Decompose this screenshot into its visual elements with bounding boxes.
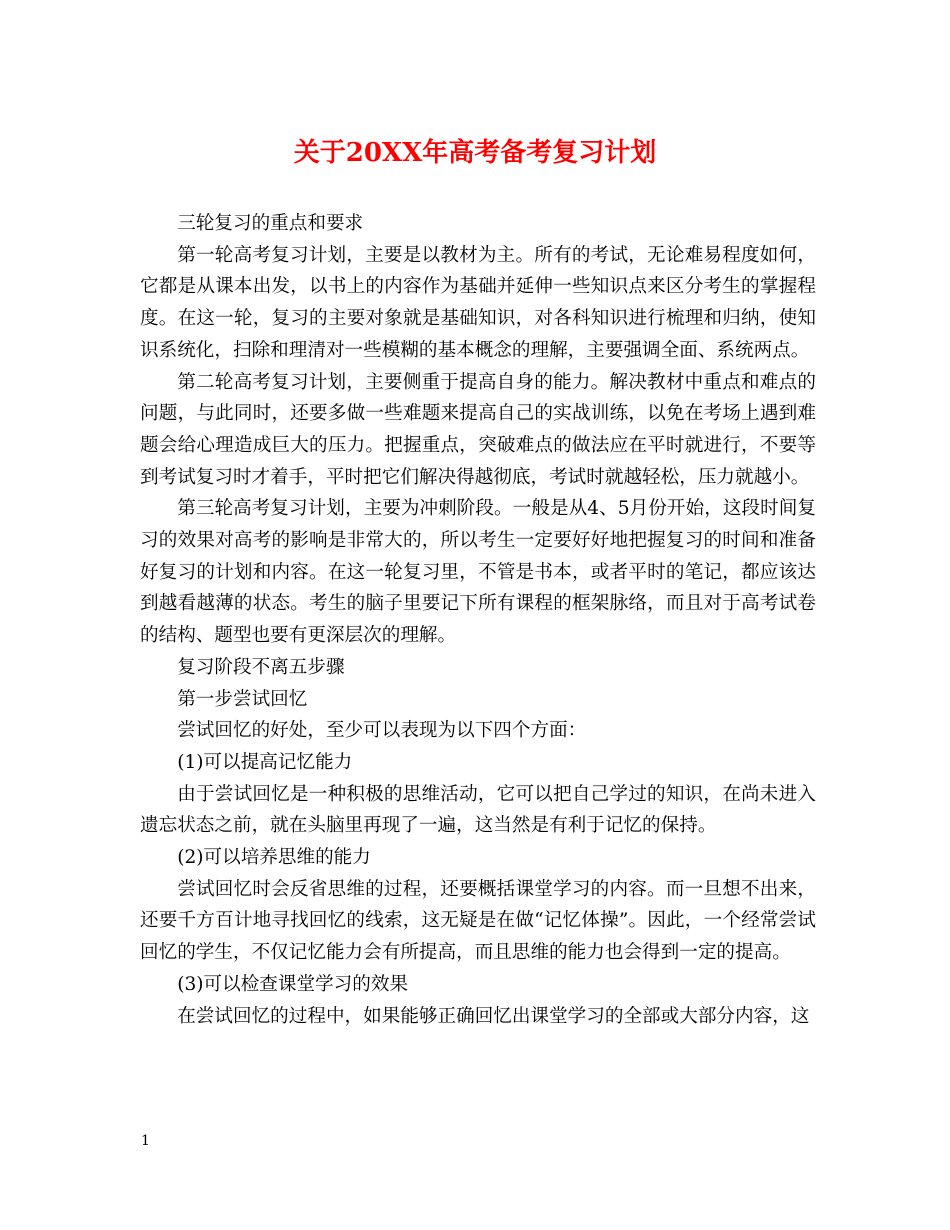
- document-title: 关于20XX年高考备考复习计划: [293, 138, 657, 168]
- list-heading: (1)可以提高记忆能力: [177, 751, 353, 773]
- paragraph: 在尝试回忆的过程中，如果能够正确回忆出课堂学习的全部或大部分内容，这: [177, 1005, 810, 1027]
- paragraph: 由于尝试回忆是一种积极的思维活动，它可以把自己学过的知识，在尚未进入遗忘状态之前，就在头脑里再现了一遍，这当然是有利于记忆的保持。: [140, 783, 816, 837]
- document-body: [140, 208, 816, 1032]
- section-heading: 三轮复习的重点和要求: [177, 213, 364, 234]
- paragraph: 第一轮高考复习计划，主要是以教材为主。所有的考试，无论难易程度如何，它都是从课本出发，以书上的内容作为基础并延伸一些知识点来区分考生的掌握程度。在这一轮，复习的主要对象就是基础知识，对各科知识进行梳理和归纳，使知识系统化，扫除和理清对一些模糊的基本概念的理解，主要强调全面、系统两点。: [140, 244, 816, 361]
- paragraph: 尝试回忆时会反省思维的过程，还要概括课堂学习的内容。而一旦想不出来，还要千方百计地寻找回忆的线索，这无疑是在做“记忆体操”。因此，一个经常尝试回忆的学生，不仅记忆能力会有所提高，而且思维的能力也会得到一定的提高。: [140, 878, 816, 964]
- paragraph: 第三轮高考复习计划，主要为冲刺阶段。一般是从4、5月份开始，这段时间复习的效果对高考的影响是非常大的，所以考生一定要好好地把握复习的时间和准备好复习的计划和内容。在这一轮复习里，不管是书本，或者平时的笔记，都应该达到越看越薄的状态。考生的脑子里要记下所有课程的框架脉络，而且对于高考试卷的结构、题型也要有更深层次的理解。: [140, 498, 816, 647]
- paragraph: 尝试回忆的好处，至少可以表现为以下四个方面：: [177, 720, 587, 742]
- section-heading: 第一步尝试回忆: [177, 688, 308, 710]
- list-heading: (3)可以检查课堂学习的效果: [177, 973, 409, 995]
- paragraph: 第二轮高考复习计划，主要侧重于提高自身的能力。解决教材中重点和难点的问题，与此同时，还要多做一些难题来提高自己的实战训练，以免在考场上遇到难题会给心理造成巨大的压力。把握重点，突破难点的做法应在平时就进行，不要等到考试复习时才着手，平时把它们解决得越彻底，考试时就越轻松，压力就越小。: [140, 371, 816, 488]
- section-heading: 复习阶段不离五步骤: [177, 656, 345, 678]
- page-number: 1: [141, 1133, 150, 1149]
- list-heading: (2)可以培养思维的能力: [177, 847, 371, 869]
